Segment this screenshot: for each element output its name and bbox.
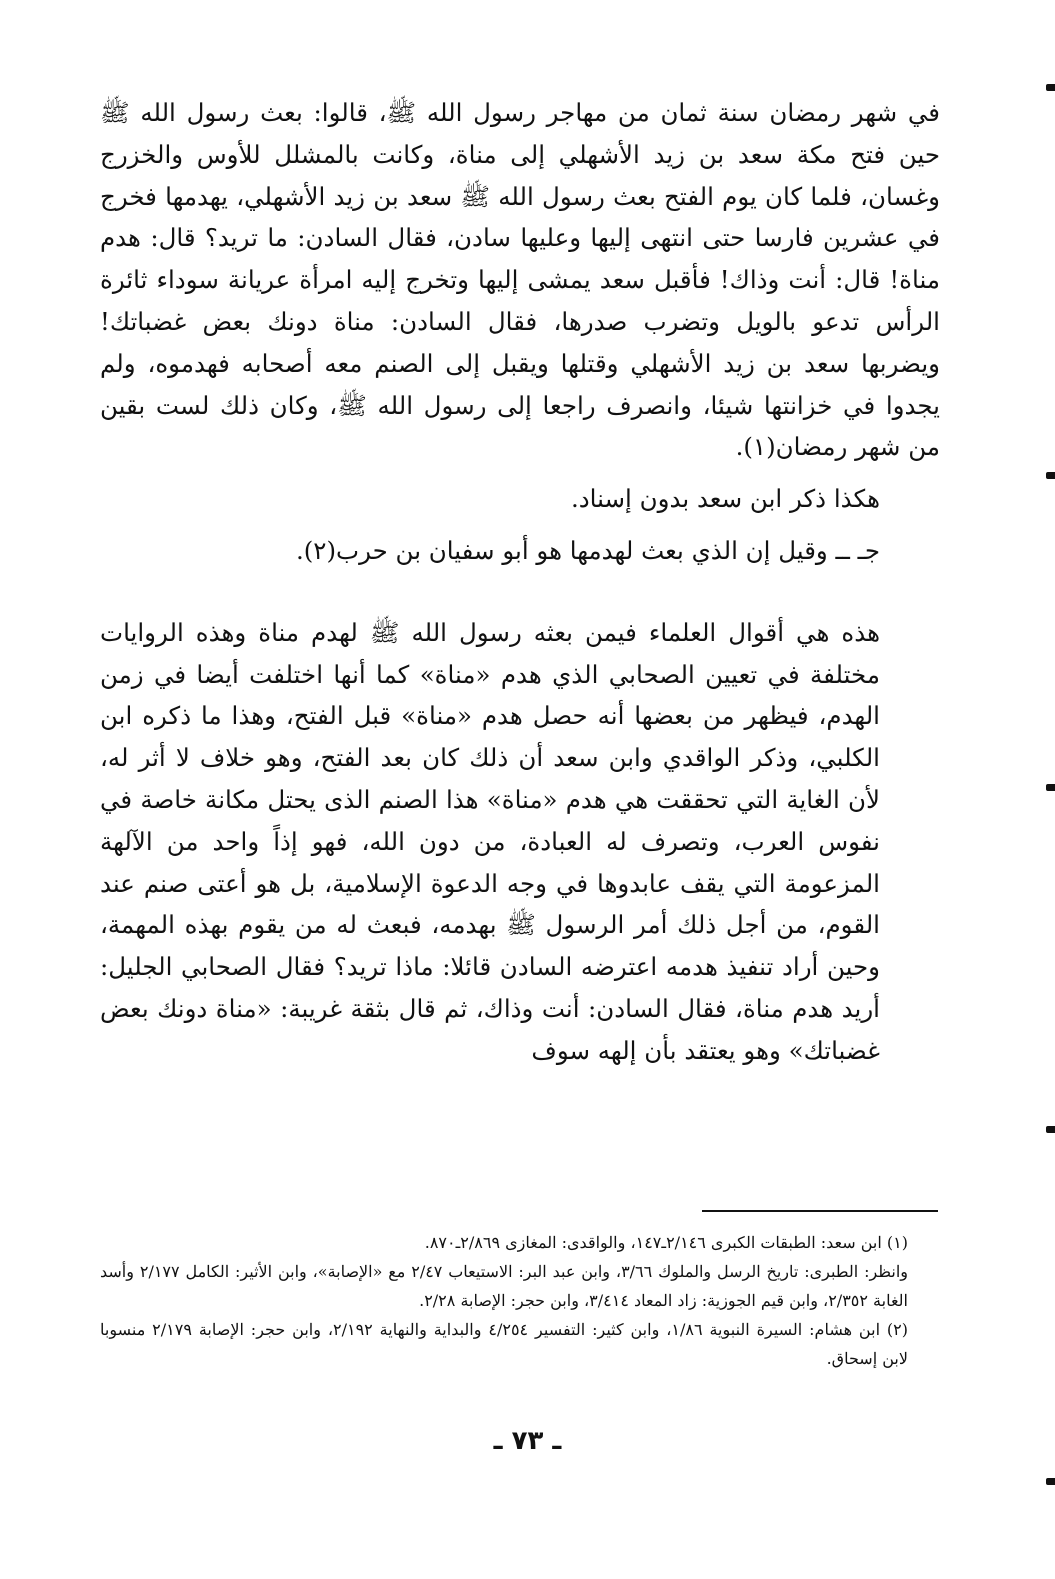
footnote-separator <box>702 1210 938 1212</box>
footnote-1: (١) ابن سعد: الطبقات الكبرى ٢/١٤٦ـ١٤٧، والواقدى: المغازى ٢/٨٦٩ـ٨٧٠. <box>424 1233 908 1252</box>
spacer <box>100 520 940 530</box>
edge-mark <box>1046 1126 1055 1133</box>
edge-mark <box>1046 84 1055 91</box>
footnote-2: (٢) ابن هشام: السيرة النبوية ١/٨٦، وابن كثير: التفسير ٤/٢٥٤ والبداية والنهاية ٢/١٩٢، وابن حجر: الإصابة ٢/١٧٩ منسوبا لابن إسحاق. <box>100 1320 908 1368</box>
page-number: ـ ٧٣ ـ <box>493 1426 562 1456</box>
footnotes <box>100 1228 940 1373</box>
spacer <box>100 572 940 612</box>
footnote-1-continued: وانظر: الطبرى: تاريخ الرسل والملوك ٣/٦٦، وابن عبد البر: الاستيعاب ٢/٤٧ مع «الإصابة»، وابن الأثير: الكامل ٢/١٧٧ وأسد الغابة ٢/٣٥٢، وابن قيم الجوزية: زاد المعاد ٣/٤١٤، وابن حجر: الإصابة ٢/٢٨. <box>100 1262 909 1310</box>
edge-mark <box>1046 784 1055 791</box>
spacer <box>100 468 940 478</box>
paragraph-2: هكذا ذكر ابن سعد بدون إسناد. <box>570 484 880 514</box>
paragraph-1: في شهر رمضان سنة ثمان من مهاجر رسول الله ﷺ، قالوا: بعث رسول الله ﷺ حين فتح مكة سعد بن زيد الأشهلي إلى مناة، وكانت بالمشلل للأوس والخزرج وغسان، فلما كان يوم الفتح بعث رسول الله ﷺ سعد بن زيد الأشهلي، يهدمها فخرج في عشرين فارسا حتى انتهى إليها وعليها سادن، فقال السادن: ما تريد؟ قال: هدم مناة! قال: أنت وذاك! فأقبل سعد يمشى إليها وتخرج إليه امرأة عريانة سوداء ثائرة الرأس تدعو بالويل وتضرب صدرها، فقال السادن: مناة دونك بعض غضباتك! ويضربها سعد بن زيد الأشهلي وقتلها ويقبل إلى الصنم معه أصحابه فهدموه، ولم يجدوا في خزانتها شيئا، وانصرف راجعا إلى رسول الله ﷺ، وكان ذلك لست بقين من شهر رمضان(١). <box>100 98 940 462</box>
paragraph-4: هذه هي أقوال العلماء فيمن بعثه رسول الله ﷺ لهدم مناة وهذه الروايات مختلفة في تعيين الصحابي الذي هدم «مناة» كما أنها اختلفت أيضا في زمن الهدم، فيظهر من بعضها أنه حصل هدم «مناة» قبل الفتح، وهذا ما ذكره ابن الكلبي، وذكر الواقدي وابن سعد أن ذلك كان بعد الفتح، وهو خلاف لا أثر له، لأن الغاية التي تحققت هي هدم «مناة» هذا الصنم الذى يحتل مكانة خاصة في نفوس العرب، وتصرف له العبادة، من دون الله، فهو إذاً واحد من الآلهة المزعومة التي يقف عابدوها في وجه الدعوة الإسلامية، بل هو أعتى صنم عند القوم، من أجل ذلك أمر الرسول ﷺ بهدمه، فبعث له من يقوم بهذه المهمة، وحين أراد تنفيذ هدمه اعترضه السادن قائلا: ماذا تريد؟ فقال الصحابي الجليل: أريد هدم مناة، فقال السادن: أنت وذاك، ثم قال بثقة غريبة: «مناة دونك بعض غضباتك» وهو يعتقد بأن إلهه سوف <box>100 617 881 1065</box>
edge-mark <box>1046 1478 1055 1485</box>
edge-mark <box>1046 472 1055 479</box>
paragraph-3: جـ ــ وقيل إن الذي بعث لهدمها هو أبو سفيان بن حرب(٢). <box>295 535 880 565</box>
main-text <box>100 92 940 1072</box>
